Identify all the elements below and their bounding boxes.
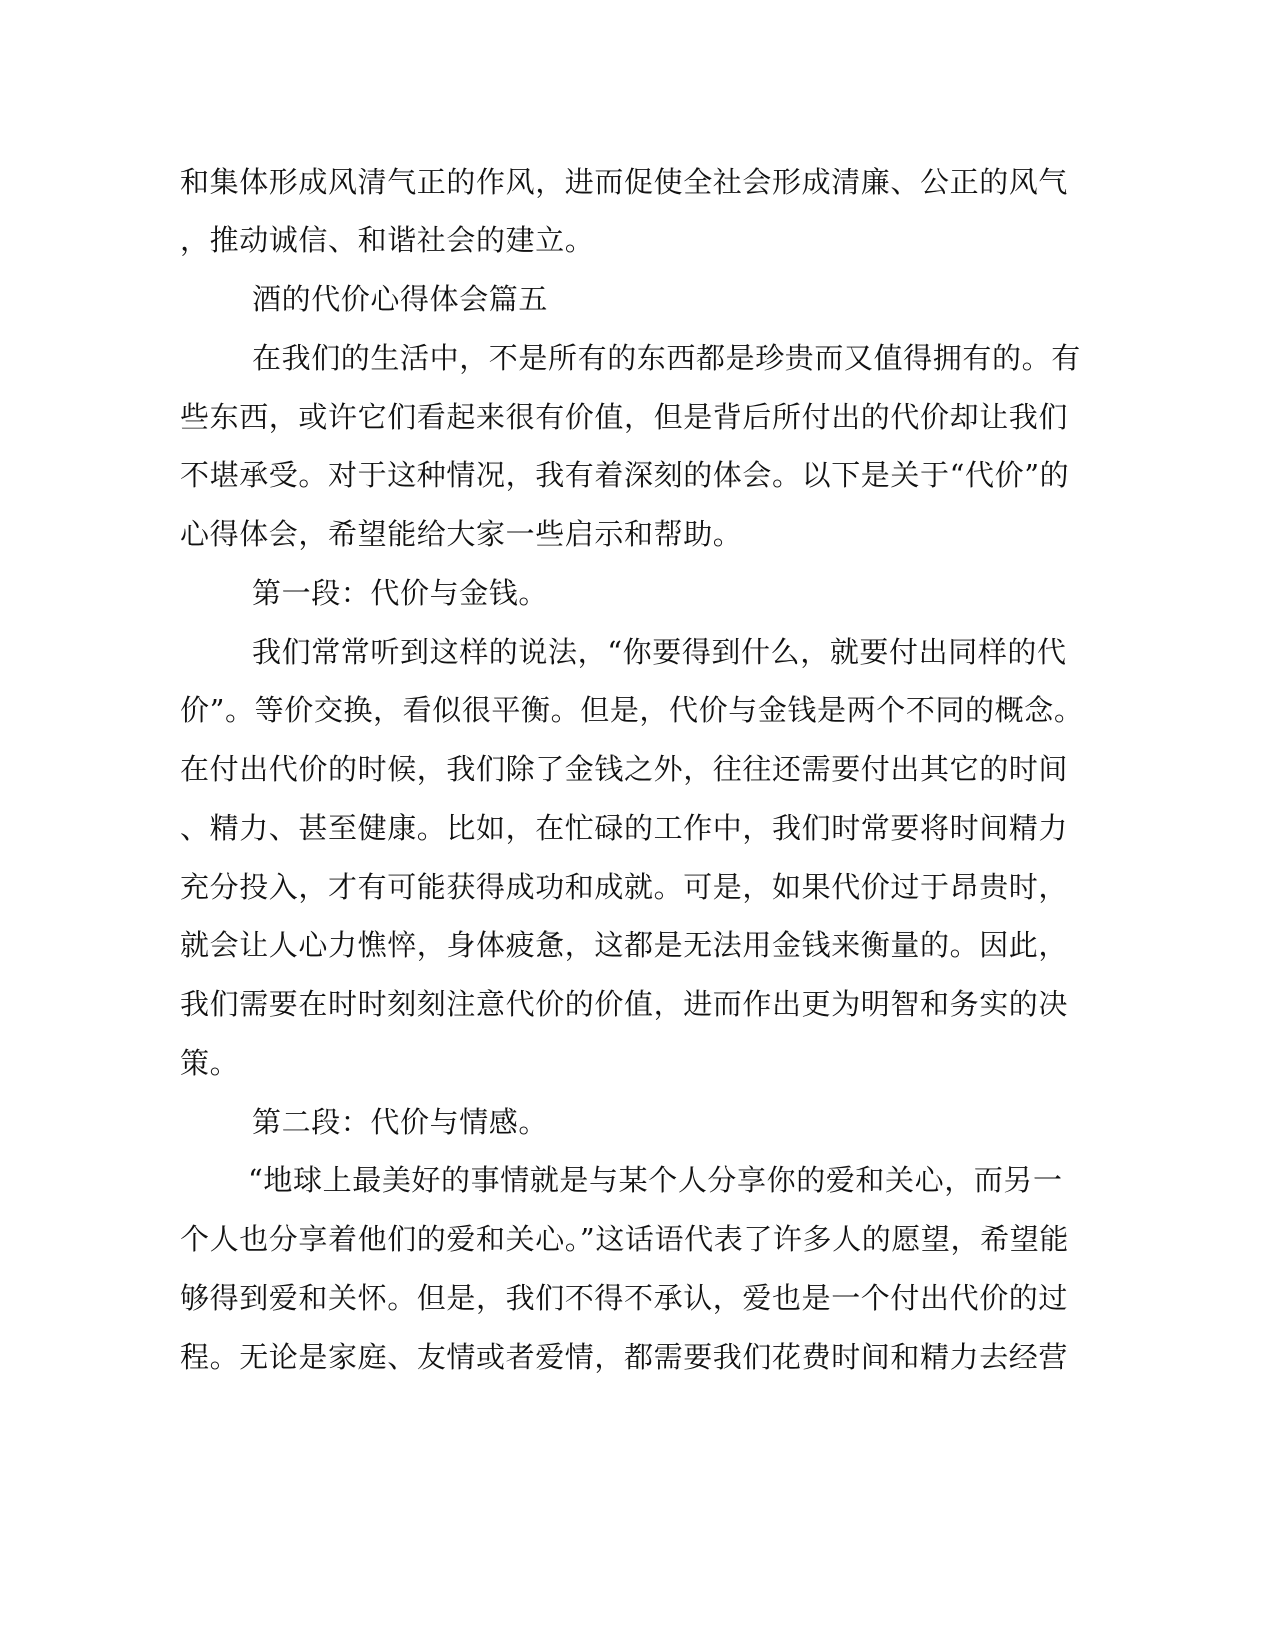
- paragraph-line: 些东西，或许它们看起来很有价值，但是背后所付出的代价却让我们: [180, 400, 1069, 434]
- paragraph-line: 在付出代价的时候，我们除了金钱之外，往往还需要付出其它的时间: [180, 752, 1069, 786]
- text-line-2: ，推动诚信、和谐社会的建立。: [180, 223, 595, 257]
- paragraph-line: 、精力、甚至健康。比如，在忙碌的工作中，我们时常要将时间精力: [180, 811, 1069, 845]
- paragraph-line: 在我们的生活中，不是所有的东西都是珍贵而又值得拥有的。有: [252, 341, 1081, 375]
- text-line-1: 和集体形成风清气正的作风，进而促使全社会形成清廉、公正的风气: [180, 165, 1069, 199]
- paragraph-line: 个人也分享着他们的爱和关心。”这话语代表了许多人的愿望，希望能: [180, 1222, 1069, 1256]
- paragraph-line: 策。: [180, 1046, 240, 1080]
- paragraph-line: 心得体会，希望能给大家一些启示和帮助。: [180, 517, 743, 551]
- paragraph-line: 不堪承受。对于这种情况，我有着深刻的体会。以下是关于“代价”的: [180, 458, 1070, 492]
- subheading-two: 第二段：代价与情感。: [252, 1105, 549, 1139]
- paragraph-line: 我们需要在时时刻刻注意代价的价值，进而作出更为明智和务实的决: [180, 987, 1069, 1021]
- paragraph-line: 程。无论是家庭、友情或者爱情，都需要我们花费时间和精力去经营: [180, 1340, 1069, 1374]
- subheading-one: 第一段：代价与金钱。: [252, 576, 549, 610]
- paragraph-line: 充分投入，才有可能获得成功和成就。可是，如果代价过于昂贵时，: [180, 870, 1069, 904]
- paragraph-line: 就会让人心力憔悴，身体疲惫，这都是无法用金钱来衡量的。因此，: [180, 928, 1069, 962]
- paragraph-line: 够得到爱和关怀。但是，我们不得不承认，爱也是一个付出代价的过: [180, 1281, 1069, 1315]
- section-heading: 酒的代价心得体会篇五: [252, 282, 549, 316]
- paragraph-line: 价”。等价交换，看似很平衡。但是，代价与金钱是两个不同的概念。: [180, 693, 1084, 727]
- paragraph-line: 我们常常听到这样的说法，“你要得到什么，就要付出同样的代: [252, 635, 1067, 669]
- paragraph-line: “地球上最美好的事情就是与某个人分享你的爱和关心，而另一: [248, 1163, 1063, 1197]
